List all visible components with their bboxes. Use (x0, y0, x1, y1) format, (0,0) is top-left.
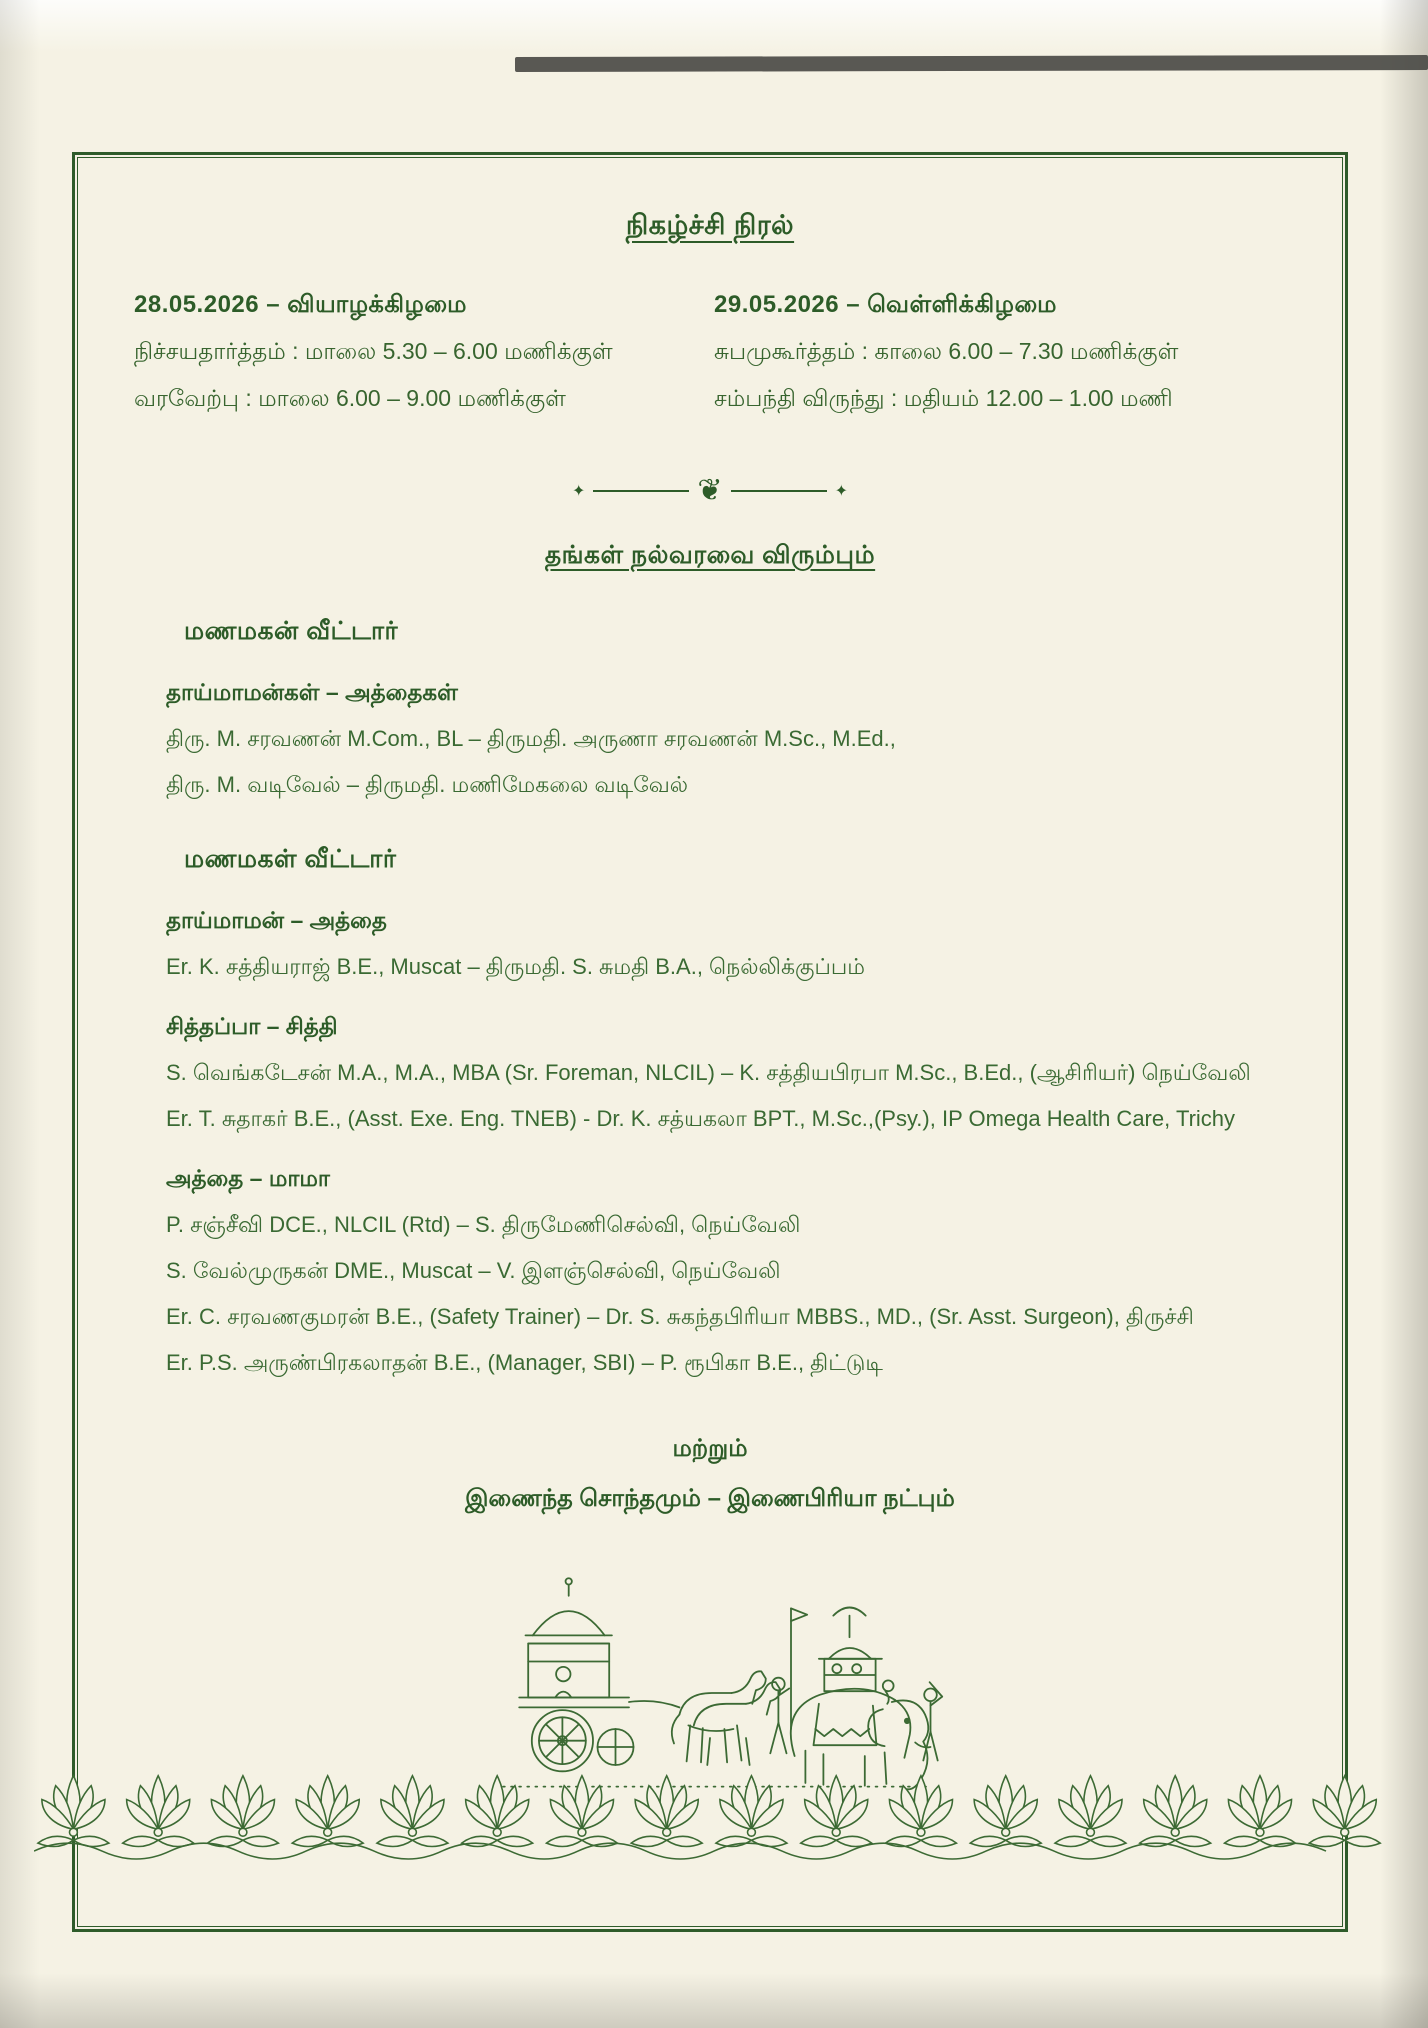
bride-relation-heading: சித்தப்பா – சித்தி (166, 1013, 338, 1039)
family-member-line: Er. P.S. அருண்பிரகலாதன் B.E., (Manager, SBI) – P. ரூபிகா B.E., திட்டுடி (166, 1350, 883, 1375)
closing-section (78, 1435, 1342, 1515)
scan-edge-top (0, 0, 1428, 52)
ornament-divider (78, 474, 1342, 507)
chariot-icon (519, 1578, 679, 1771)
bride-relation-heading: அத்தை – மாமா (166, 1165, 330, 1191)
scanner-shadow-bar (515, 55, 1428, 72)
ornament-left-tip-icon: ✦ (572, 483, 586, 500)
schedule-day-1-date: 28.05.2026 – வியாழக்கிழமை (134, 291, 467, 318)
groom-side-heading: மணமகன் வீட்டார் (184, 617, 399, 645)
groom-side-section (166, 617, 1302, 801)
welcome-heading: தங்கள் நல்வரவை விரும்பும் (544, 541, 876, 569)
scan-edge-right (1380, 0, 1428, 2028)
bride-side-heading: மணமகள் வீட்டார் (184, 845, 397, 873)
decorative-inner-border (77, 157, 1343, 1927)
schedule-day-2-date: 29.05.2026 – வெள்ளிக்கிழமை (714, 291, 1057, 318)
schedule-event: சுபமுகூர்த்தம் : காலை 6.00 – 7.30 மணிக்குள் (714, 338, 1179, 364)
scan-edge-left (0, 0, 40, 2028)
ornament-right-tip-icon: ✦ (834, 483, 848, 500)
decorative-outer-border (72, 152, 1348, 1932)
schedule-day-1 (134, 291, 714, 415)
schedule-event: வரவேற்பு : மாலை 6.00 – 9.00 மணிக்குள் (134, 385, 566, 411)
bride-relation-heading: தாய்மாமன் – அத்தை (166, 907, 387, 933)
schedule-section (78, 291, 1342, 415)
groom-relation-heading: தாய்மாமன்கள் – அத்தைகள் (166, 679, 458, 705)
ornament-line (593, 490, 689, 492)
and-label: மற்றும் (672, 1435, 748, 1462)
floral-border (34, 1746, 1394, 1860)
fleuron-icon: ❦ (697, 474, 723, 507)
schedule-day-2 (714, 291, 1294, 415)
lotus-border-pattern (34, 1746, 1394, 1860)
scan-edge-bottom (0, 1973, 1428, 2028)
family-member-line: Er. K. சத்தியராஜ் B.E., Muscat – திருமதி. S. சுமதி B.A., நெல்லிக்குப்பம் (166, 954, 865, 979)
family-member-line: P. சஞ்சீவி DCE., NLCIL (Rtd) – S. திருமேணிசெல்வி, நெய்வேலி (166, 1212, 801, 1237)
schedule-event: நிச்சயதார்த்தம் : மாலை 5.30 – 6.00 மணிக்குள் (134, 338, 613, 364)
flag-bearer-icon (770, 1608, 807, 1753)
schedule-event: சம்பந்தி விருந்து : மதியம் 12.00 – 1.00 மணி (714, 385, 1173, 411)
bride-side-section (166, 845, 1302, 1379)
family-member-line: S. வேல்முருகன் DME., Muscat – V. இளஞ்செல்வி, நெய்வேலி (166, 1258, 781, 1283)
family-member-line: S. வெங்கடேசன் M.A., M.A., MBA (Sr. Foreman, NLCIL) – K. சத்தியபிரபா M.Sc., B.Ed., (ஆசிரியர்) நெய்வேலி (166, 1060, 1251, 1085)
friends-line: இணைந்த சொந்தமும் – இணைபிரியா நட்பும் (465, 1485, 955, 1512)
family-member-line: Er. C. சரவணகுமரன் B.E., (Safety Trainer) – Dr. S. சுகந்தபிரியா MBBS., MD., (Sr. Asst. Surgeon), திருச்சி (166, 1304, 1194, 1329)
family-member-line: திரு. M. சரவணன் M.Com., BL – திருமதி. அருணா சரவணன் M.Sc., M.Ed., (166, 726, 896, 751)
family-member-line: Er. T. சுதாகர் B.E., (Asst. Exe. Eng. TNEB) - Dr. K. சத்யகலா BPT., M.Sc.,(Psy.), IP Omega Health Care, Trichy (166, 1106, 1236, 1131)
family-member-line: திரு. M. வடிவேல் – திருமதி. மணிமேகலை வடிவேல் (166, 772, 689, 797)
page-title: நிகழ்ச்சி நிரல் (625, 210, 795, 240)
ornament-line (731, 490, 827, 492)
